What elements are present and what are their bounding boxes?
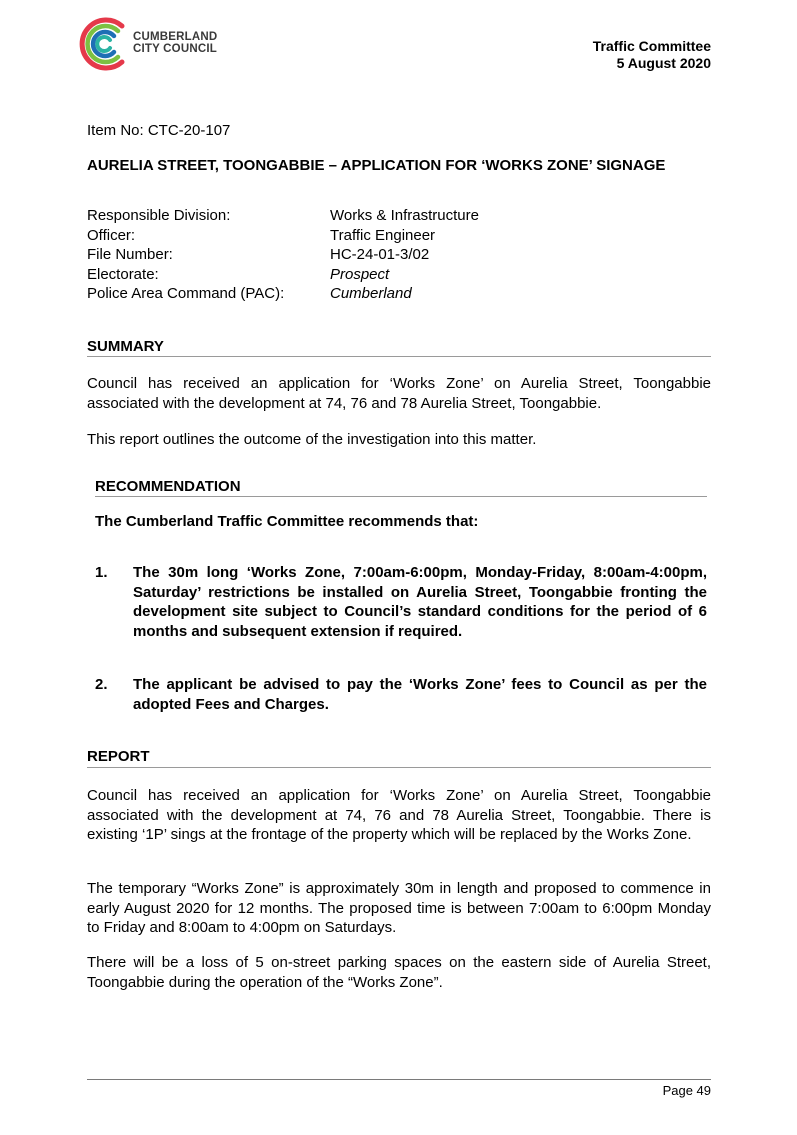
- item-number-label: 2.: [95, 676, 108, 693]
- meeting-date: 5 August 2020: [616, 55, 711, 71]
- meta-label: Police Area Command (PAC):: [87, 285, 285, 302]
- item-text: The 30m long ‘Works Zone, 7:00am-6:00pm, Monday-Friday, 8:00am-4:00pm, Saturday’ restrictions be installed on Aurelia Street, Toongabbie fronting the development site subject to Council’s standard conditions for the period of 6 months and subsequent extension if required.: [133, 564, 707, 640]
- council-logo: [78, 14, 238, 74]
- report-title: AURELIA STREET, TOONGABBIE – APPLICATION FOR ‘WORKS ZONE’ SIGNAGE: [87, 157, 666, 174]
- page-number: Page 49: [662, 1083, 711, 1098]
- meta-row: [87, 245, 479, 265]
- report-metadata: [87, 206, 479, 304]
- recommendation-item: [95, 563, 707, 641]
- committee-name: Traffic Committee: [592, 38, 711, 54]
- meta-row: [87, 265, 479, 285]
- logo-line-1: CUMBERLAND: [133, 31, 218, 43]
- header-meeting-info: [593, 38, 711, 72]
- footer-divider: [87, 1079, 711, 1080]
- report-paragraph: The temporary “Works Zone” is approximately 30m in length and proposed to commence in early August 2020 for 12 months. The proposed time is between 7:00am to 6:00pm Monday to Friday and 8:00am to 4:00pm on Saturdays.: [87, 880, 711, 936]
- recommendation-intro: The Cumberland Traffic Committee recommends that:: [95, 513, 479, 530]
- meta-value: HC-24-01-3/02: [330, 246, 430, 263]
- meta-value: Traffic Engineer: [330, 226, 436, 244]
- report-paragraph: There will be a loss of 5 on-street parking spaces on the eastern side of Aurelia Street, Toongabbie during the operation of the “Works Zone”.: [87, 954, 711, 991]
- meta-value: Prospect: [330, 265, 390, 283]
- report-paragraph: Council has received an application for ‘Works Zone’ on Aurelia Street, Toongabbie associated with the development at 74, 76 and 78 Aurelia Street, Toongabbie. There is existing ‘1P’ sings at the frontage of the property which will be replaced by the Works Zone.: [87, 787, 711, 843]
- item-number-label: 1.: [95, 564, 108, 581]
- meta-label: File Number:: [87, 246, 173, 263]
- logo-wordmark: [133, 31, 217, 55]
- item-number: Item No: CTC-20-107: [87, 122, 231, 139]
- meta-label: Officer:: [87, 226, 136, 244]
- meta-label: Responsible Division:: [87, 207, 231, 224]
- summary-paragraph: This report outlines the outcome of the investigation into this matter.: [87, 431, 537, 448]
- report-heading: REPORT: [87, 748, 150, 765]
- report-divider: [87, 767, 711, 768]
- summary-divider: [87, 356, 711, 357]
- item-text: The applicant be advised to pay the ‘Works Zone’ fees to Council as per the adopted Fees and Charges.: [133, 676, 707, 713]
- meta-row: [87, 284, 479, 304]
- recommendation-heading: RECOMMENDATION: [95, 478, 241, 495]
- recommendation-item: [95, 675, 707, 714]
- recommendation-divider: [95, 496, 707, 497]
- meta-value: Works & Infrastructure: [330, 207, 479, 224]
- meta-label: Electorate:: [87, 265, 159, 283]
- summary-paragraph: Council has received an application for ‘Works Zone’ on Aurelia Street, Toongabbie associated with the development at 74, 76 and 78 Aurelia Street, Toongabbie.: [87, 375, 711, 412]
- logo-line-2: CITY COUNCIL: [133, 43, 217, 55]
- council-logo-mark: [78, 14, 130, 74]
- meta-value: Cumberland: [330, 285, 412, 302]
- meta-row: [87, 206, 479, 226]
- summary-heading: SUMMARY: [87, 338, 164, 355]
- meta-row: [87, 226, 479, 246]
